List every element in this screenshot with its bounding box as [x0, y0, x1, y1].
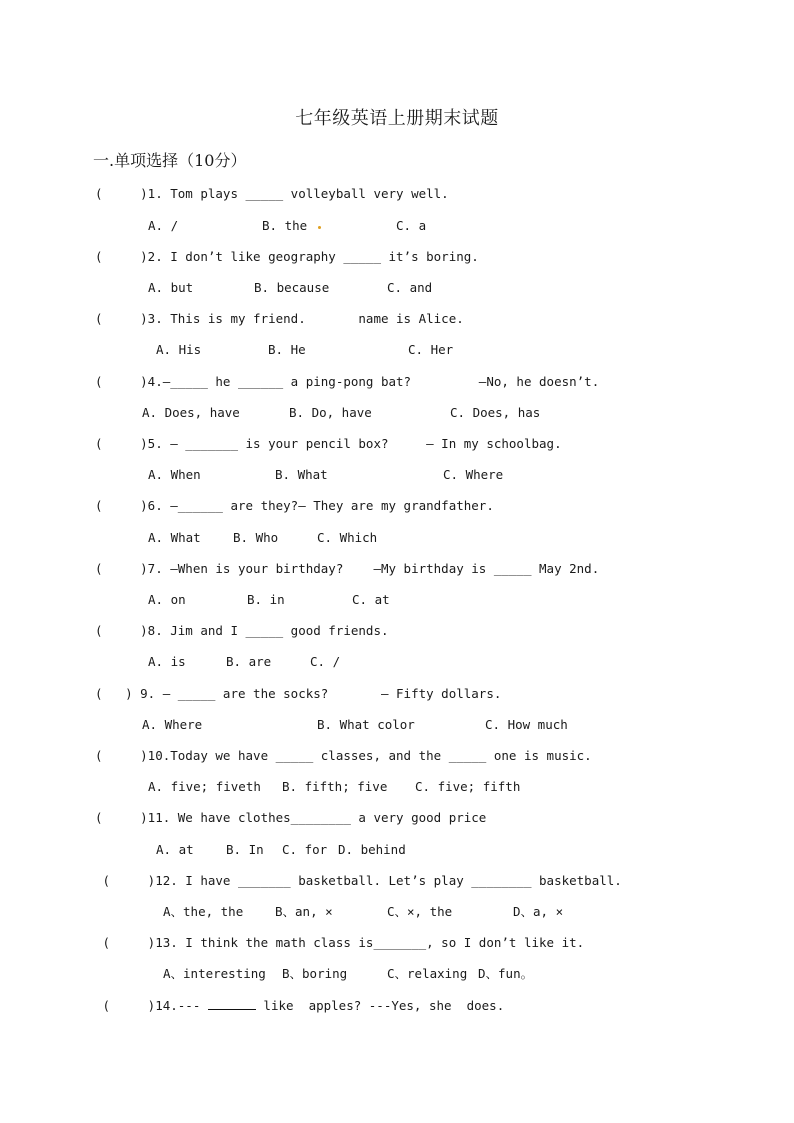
option-9c: C. How much	[485, 717, 568, 732]
page-title: 七年级英语上册期末试题	[295, 108, 499, 129]
option-6c: C. Which	[317, 530, 378, 545]
question-14-prefix: ( )14.---	[95, 998, 208, 1013]
option-3c: C. Her	[408, 342, 454, 357]
option-10c: C. five; fifth	[415, 779, 521, 794]
option-10b: B. fifth; five	[282, 779, 388, 794]
question-4: ( )4.—_____ he ______ a ping-pong bat? —No, he doesn’t.	[95, 374, 600, 389]
question-6: ( )6. —______ are they?— They are my grandfather.	[95, 498, 494, 513]
option-11c: C. for	[282, 842, 328, 857]
option-6a: A. What	[148, 530, 201, 545]
option-2c: C. and	[387, 280, 433, 295]
question-12: ( )12. I have _______ basketball. Let’s play ________ basketball.	[95, 873, 622, 888]
option-2b: B. because	[254, 280, 330, 295]
question-13: ( )13. I think the math class is_______, so I don’t like it.	[95, 935, 585, 950]
option-3a: A. His	[156, 342, 202, 357]
option-1b: B. the	[262, 218, 308, 233]
option-4c: C. Does, has	[450, 405, 541, 420]
option-11b: B. In	[226, 842, 264, 857]
option-5a: A. When	[148, 467, 201, 482]
option-11d: D. behind	[338, 842, 406, 857]
question-3: ( )3. This is my friend. name is Alice.	[95, 311, 464, 326]
question-7: ( )7. —When is your birthday? —My birthday is _____ May 2nd.	[95, 561, 600, 576]
option-6b: B. Who	[233, 530, 279, 545]
option-8b: B. are	[226, 654, 272, 669]
question-1: ( )1. Tom plays _____ volleyball very well.	[95, 186, 449, 201]
option-4a: A. Does, have	[142, 405, 240, 420]
option-5b: B. What	[275, 467, 328, 482]
option-1c: C. a	[396, 218, 427, 233]
section-heading: 一.单项选择（10分）	[93, 151, 247, 170]
option-10a: A. five; fiveth	[148, 779, 261, 794]
option-13c: C、relaxing	[387, 966, 468, 981]
question-11: ( )11. We have clothes________ a very good price	[95, 810, 487, 825]
highlight-mark	[318, 226, 321, 229]
option-12d: D、a, ×	[513, 904, 564, 919]
option-13d: D、fun。	[478, 966, 534, 981]
question-8: ( )8. Jim and I _____ good friends.	[95, 623, 389, 638]
option-5c: C. Where	[443, 467, 504, 482]
question-10: ( )10.Today we have _____ classes, and the _____ one is music.	[95, 748, 592, 763]
option-7a: A. on	[148, 592, 186, 607]
option-7b: B. in	[247, 592, 285, 607]
option-1a: A. /	[148, 218, 179, 233]
option-4b: B. Do, have	[289, 405, 372, 420]
option-12c: C、×, the	[387, 904, 453, 919]
option-7c: C. at	[352, 592, 390, 607]
option-12b: B、an, ×	[275, 904, 333, 919]
question-9: ( ) 9. — _____ are the socks? — Fifty dollars.	[95, 686, 502, 701]
question-2: ( )2. I don’t like geography _____ it’s boring.	[95, 249, 479, 264]
option-3b: B. He	[268, 342, 306, 357]
option-2a: A. but	[148, 280, 194, 295]
answer-blank	[208, 999, 256, 1010]
option-9b: B. What color	[317, 717, 415, 732]
option-11a: A. at	[156, 842, 194, 857]
option-13a: A、interesting	[163, 966, 266, 981]
question-14-suffix: like apples? ---Yes, she does.	[255, 998, 505, 1013]
option-8c: C. /	[310, 654, 341, 669]
question-5: ( )5. — _______ is your pencil box? — In my schoolbag.	[95, 436, 562, 451]
option-9a: A. Where	[142, 717, 203, 732]
question-14	[95, 998, 504, 1014]
option-12a: A、the, the	[163, 904, 244, 919]
option-8a: A. is	[148, 654, 186, 669]
option-13b: B、boring	[282, 966, 348, 981]
